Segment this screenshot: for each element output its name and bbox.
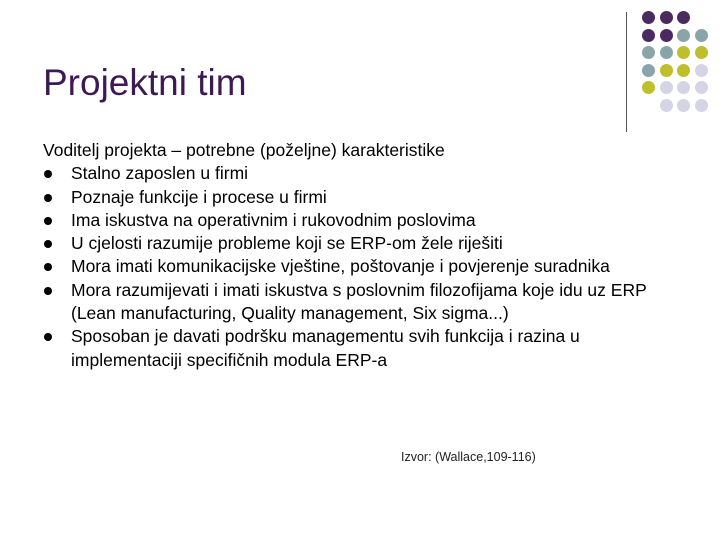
decorative-dot [677,11,690,24]
list-item [43,232,683,255]
decorative-dot [677,81,690,94]
decorative-dot [642,11,655,24]
decorative-dot [695,81,708,94]
decorative-dot [660,29,673,42]
decorative-dot [642,46,655,59]
source-citation: Izvor: (Wallace,109-116) [401,450,536,464]
decorative-dot-grid [640,8,720,128]
content-heading: Voditelj projekta – potrebne (poželjne) karakteristike [43,140,445,160]
bullet-dot-icon [44,240,52,248]
decorative-dot [677,99,690,112]
bullet-list [43,162,683,372]
decorative-dot [695,46,708,59]
list-item-text: Stalno zaposlen u firmi [71,163,249,184]
list-item-text: Mora imati komunikacijske vještine, poštovanje i povjerenje suradnika [71,256,610,277]
list-item-text: Mora razumijevati i imati iskustva s poslovnim filozofijama koje idu uz ERP (Lean manufacturing, Quality management, Six sigma...) [71,279,647,324]
bullet-dot-icon [44,287,52,295]
slide-content [43,139,683,372]
list-item [43,279,683,326]
decorative-dot [677,64,690,77]
list-item [43,162,683,185]
decorative-dot [642,29,655,42]
list-item [43,209,683,232]
title-divider-line [626,12,627,132]
decorative-dot [677,29,690,42]
list-item [43,325,683,372]
list-item [43,255,683,278]
bullet-dot-icon [44,333,52,341]
bullet-dot-icon [44,170,52,178]
decorative-dot [660,64,673,77]
list-item-text: Sposoban je davati podršku managementu svih funkcija i razina u implementaciji specifičnih modula ERP-a [71,326,580,370]
decorative-dot [695,64,708,77]
bullet-dot-icon [44,217,52,225]
bullet-dot-icon [44,263,52,271]
list-item-text: Ima iskustva na operativnim i rukovodnim poslovima [71,209,476,230]
decorative-dot [660,46,673,59]
decorative-dot [660,11,673,24]
decorative-dot [695,99,708,112]
decorative-dot [677,46,690,59]
list-item-text: Poznaje funkcije i procese u firmi [71,186,327,207]
decorative-dot [660,81,673,94]
list-item-text: U cjelosti razumije probleme koji se ERP-om žele riješiti [71,233,503,254]
decorative-dot [642,64,655,77]
bullet-dot-icon [44,194,52,202]
decorative-dot [642,81,655,94]
list-item [43,186,683,209]
decorative-dot [660,99,673,112]
slide-title: Projektni tim [43,62,247,103]
decorative-dot [695,29,708,42]
